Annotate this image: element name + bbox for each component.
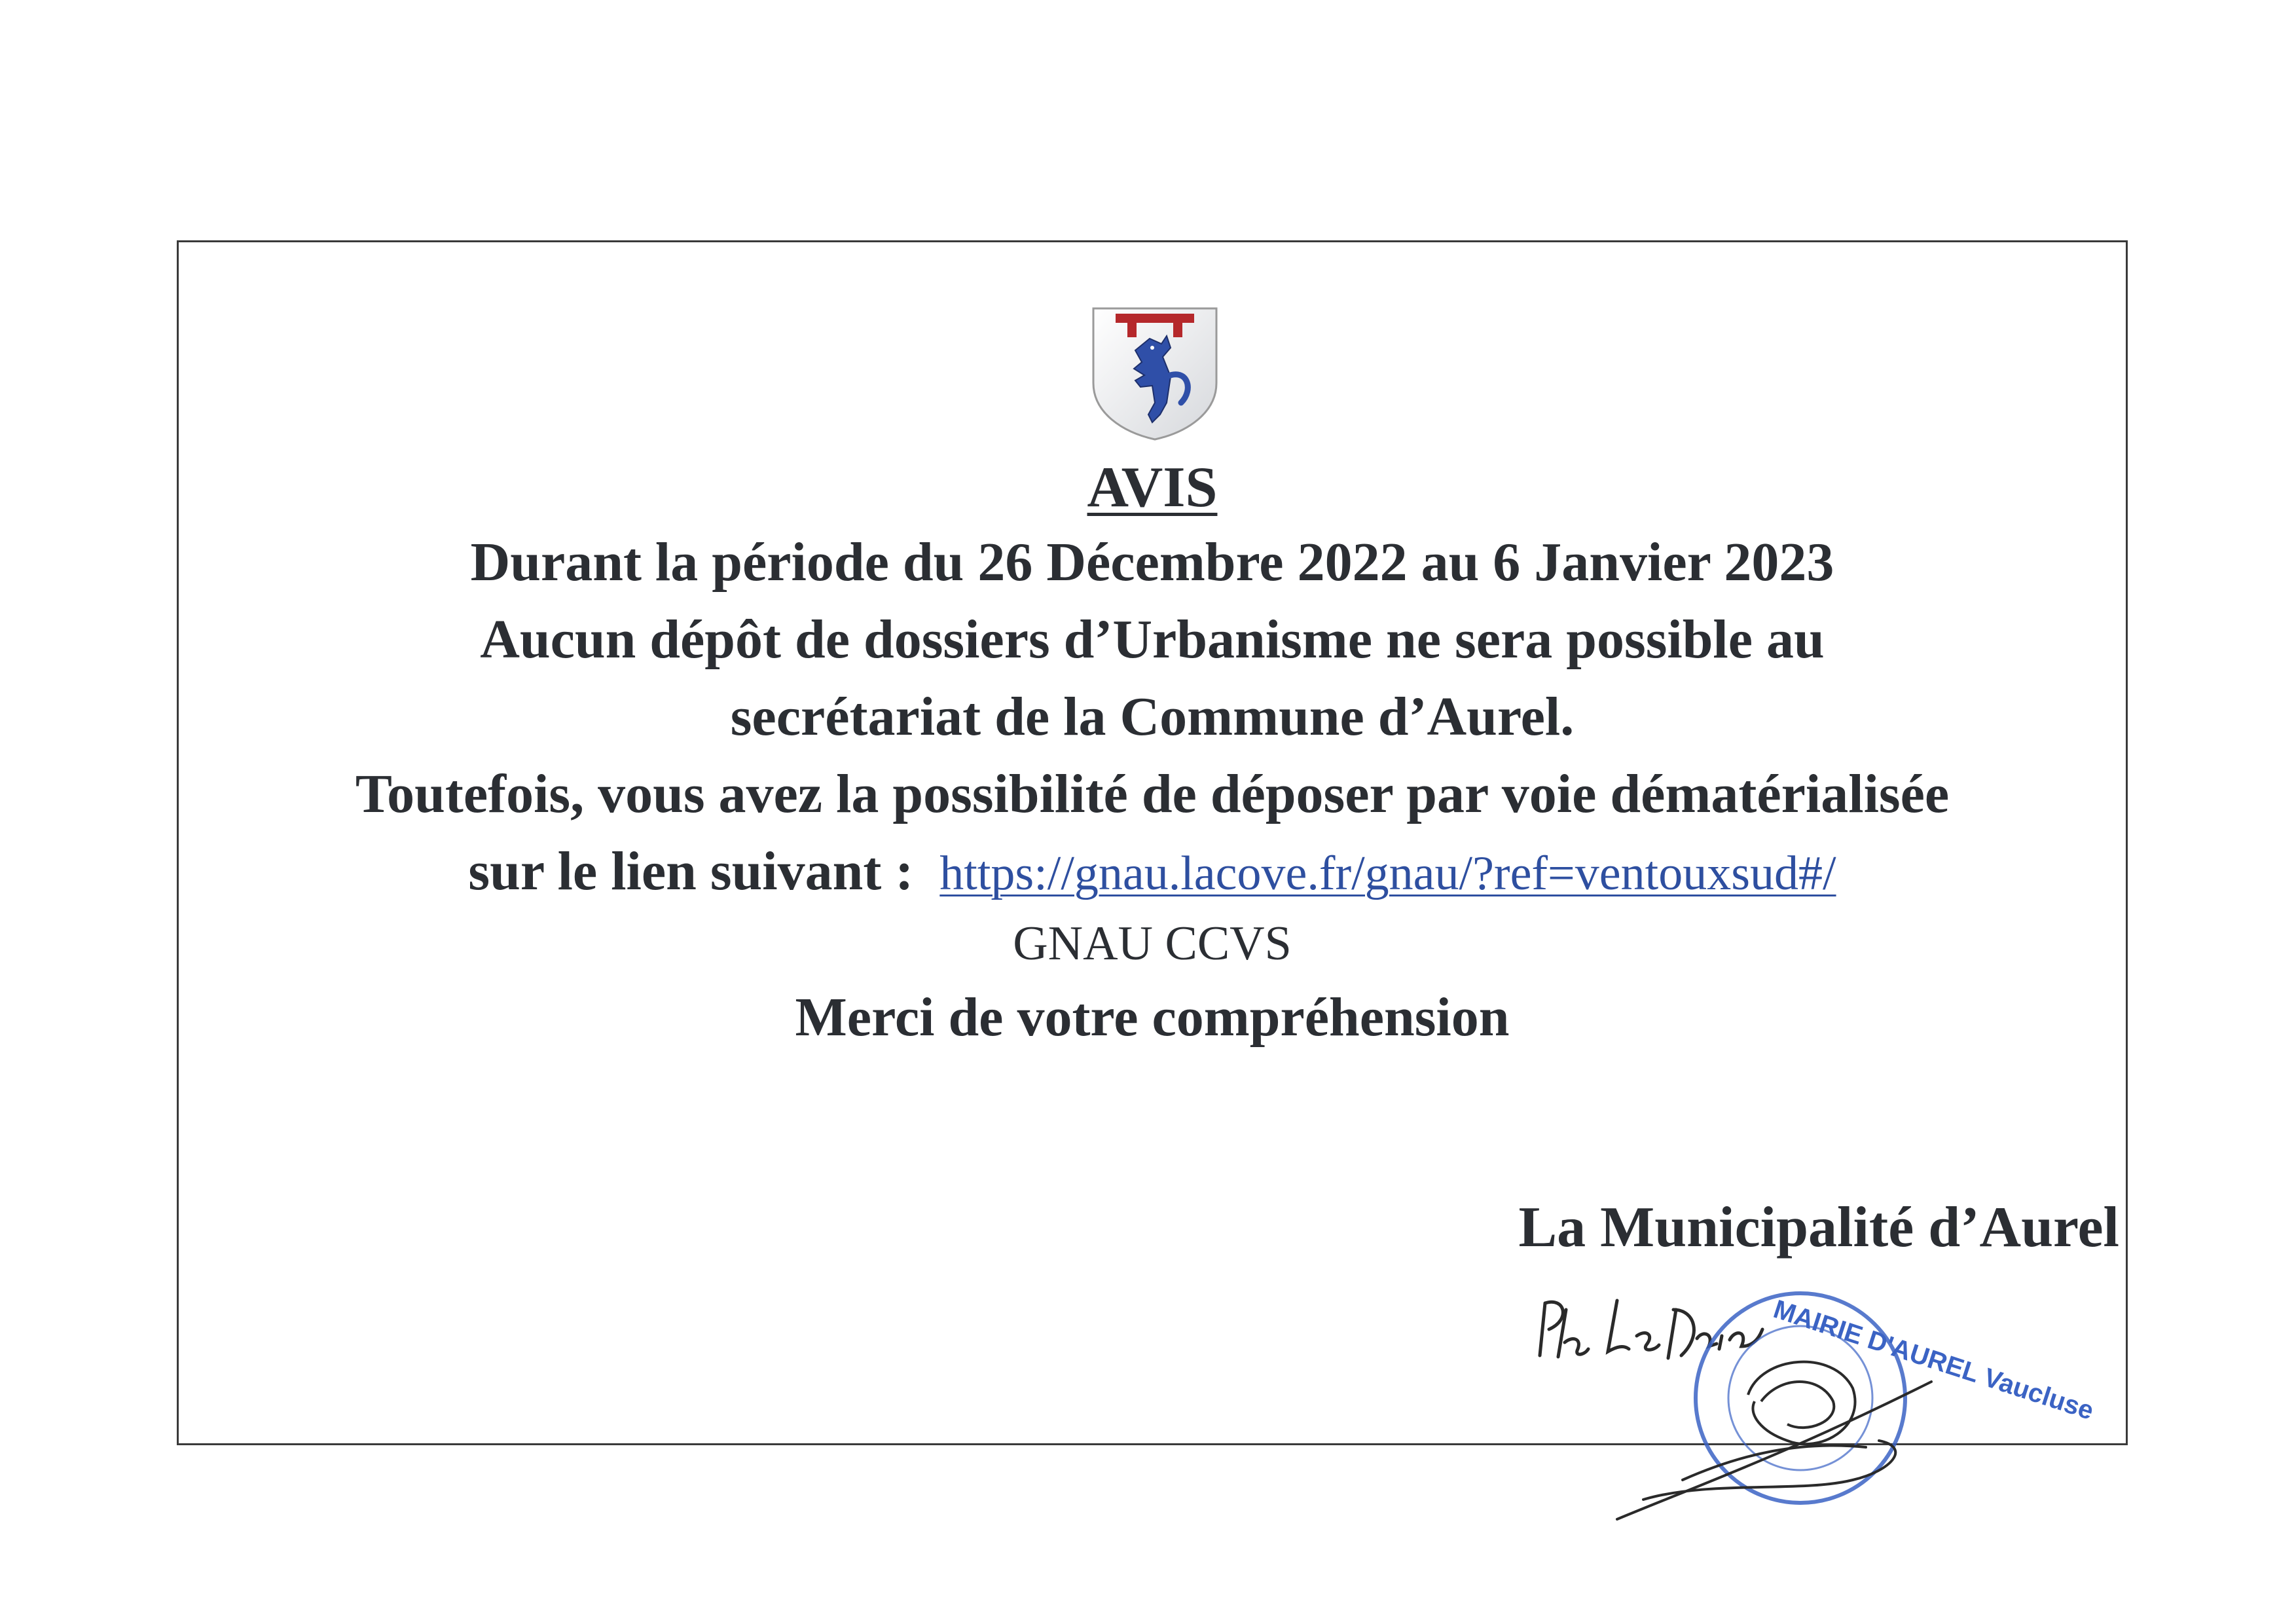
notice-body [177, 452, 2128, 1060]
link-prefix: sur le lien suivant : [468, 841, 914, 902]
handwritten-signature [1540, 1301, 1762, 1358]
notice-title: AVIS [1087, 456, 1218, 519]
signature-and-stamp [1525, 1283, 2098, 1532]
gnau-link[interactable]: https://gnau.lacove.fr/gnau/?ref=ventouxsud#/ [939, 847, 1836, 900]
notice-line-period: Durant la période du 26 Décembre 2022 au 6 Janvier 2023 [470, 532, 1834, 593]
link-caption: GNAU CCVS [1013, 917, 1292, 970]
notice-line-secretariat: secrétariat de la Commune d’Aurel. [730, 686, 1575, 747]
notice-link-line [177, 833, 2128, 912]
coat-of-arms-icon [1089, 304, 1220, 442]
thanks-line: Merci de votre compréhension [795, 987, 1510, 1048]
notice-line-however: Toutefois, vous avez la possibilité de déposer par voie dématérialisée [355, 764, 1950, 824]
stamp-text: MAIRIE D'AUREL Vaucluse [1770, 1295, 2098, 1426]
notice-line-no-deposit: Aucun dépôt de dossiers d’Urbanisme ne sera possible au [480, 609, 1825, 670]
signatory-name: La Municipalité d’Aurel [1518, 1196, 2119, 1259]
